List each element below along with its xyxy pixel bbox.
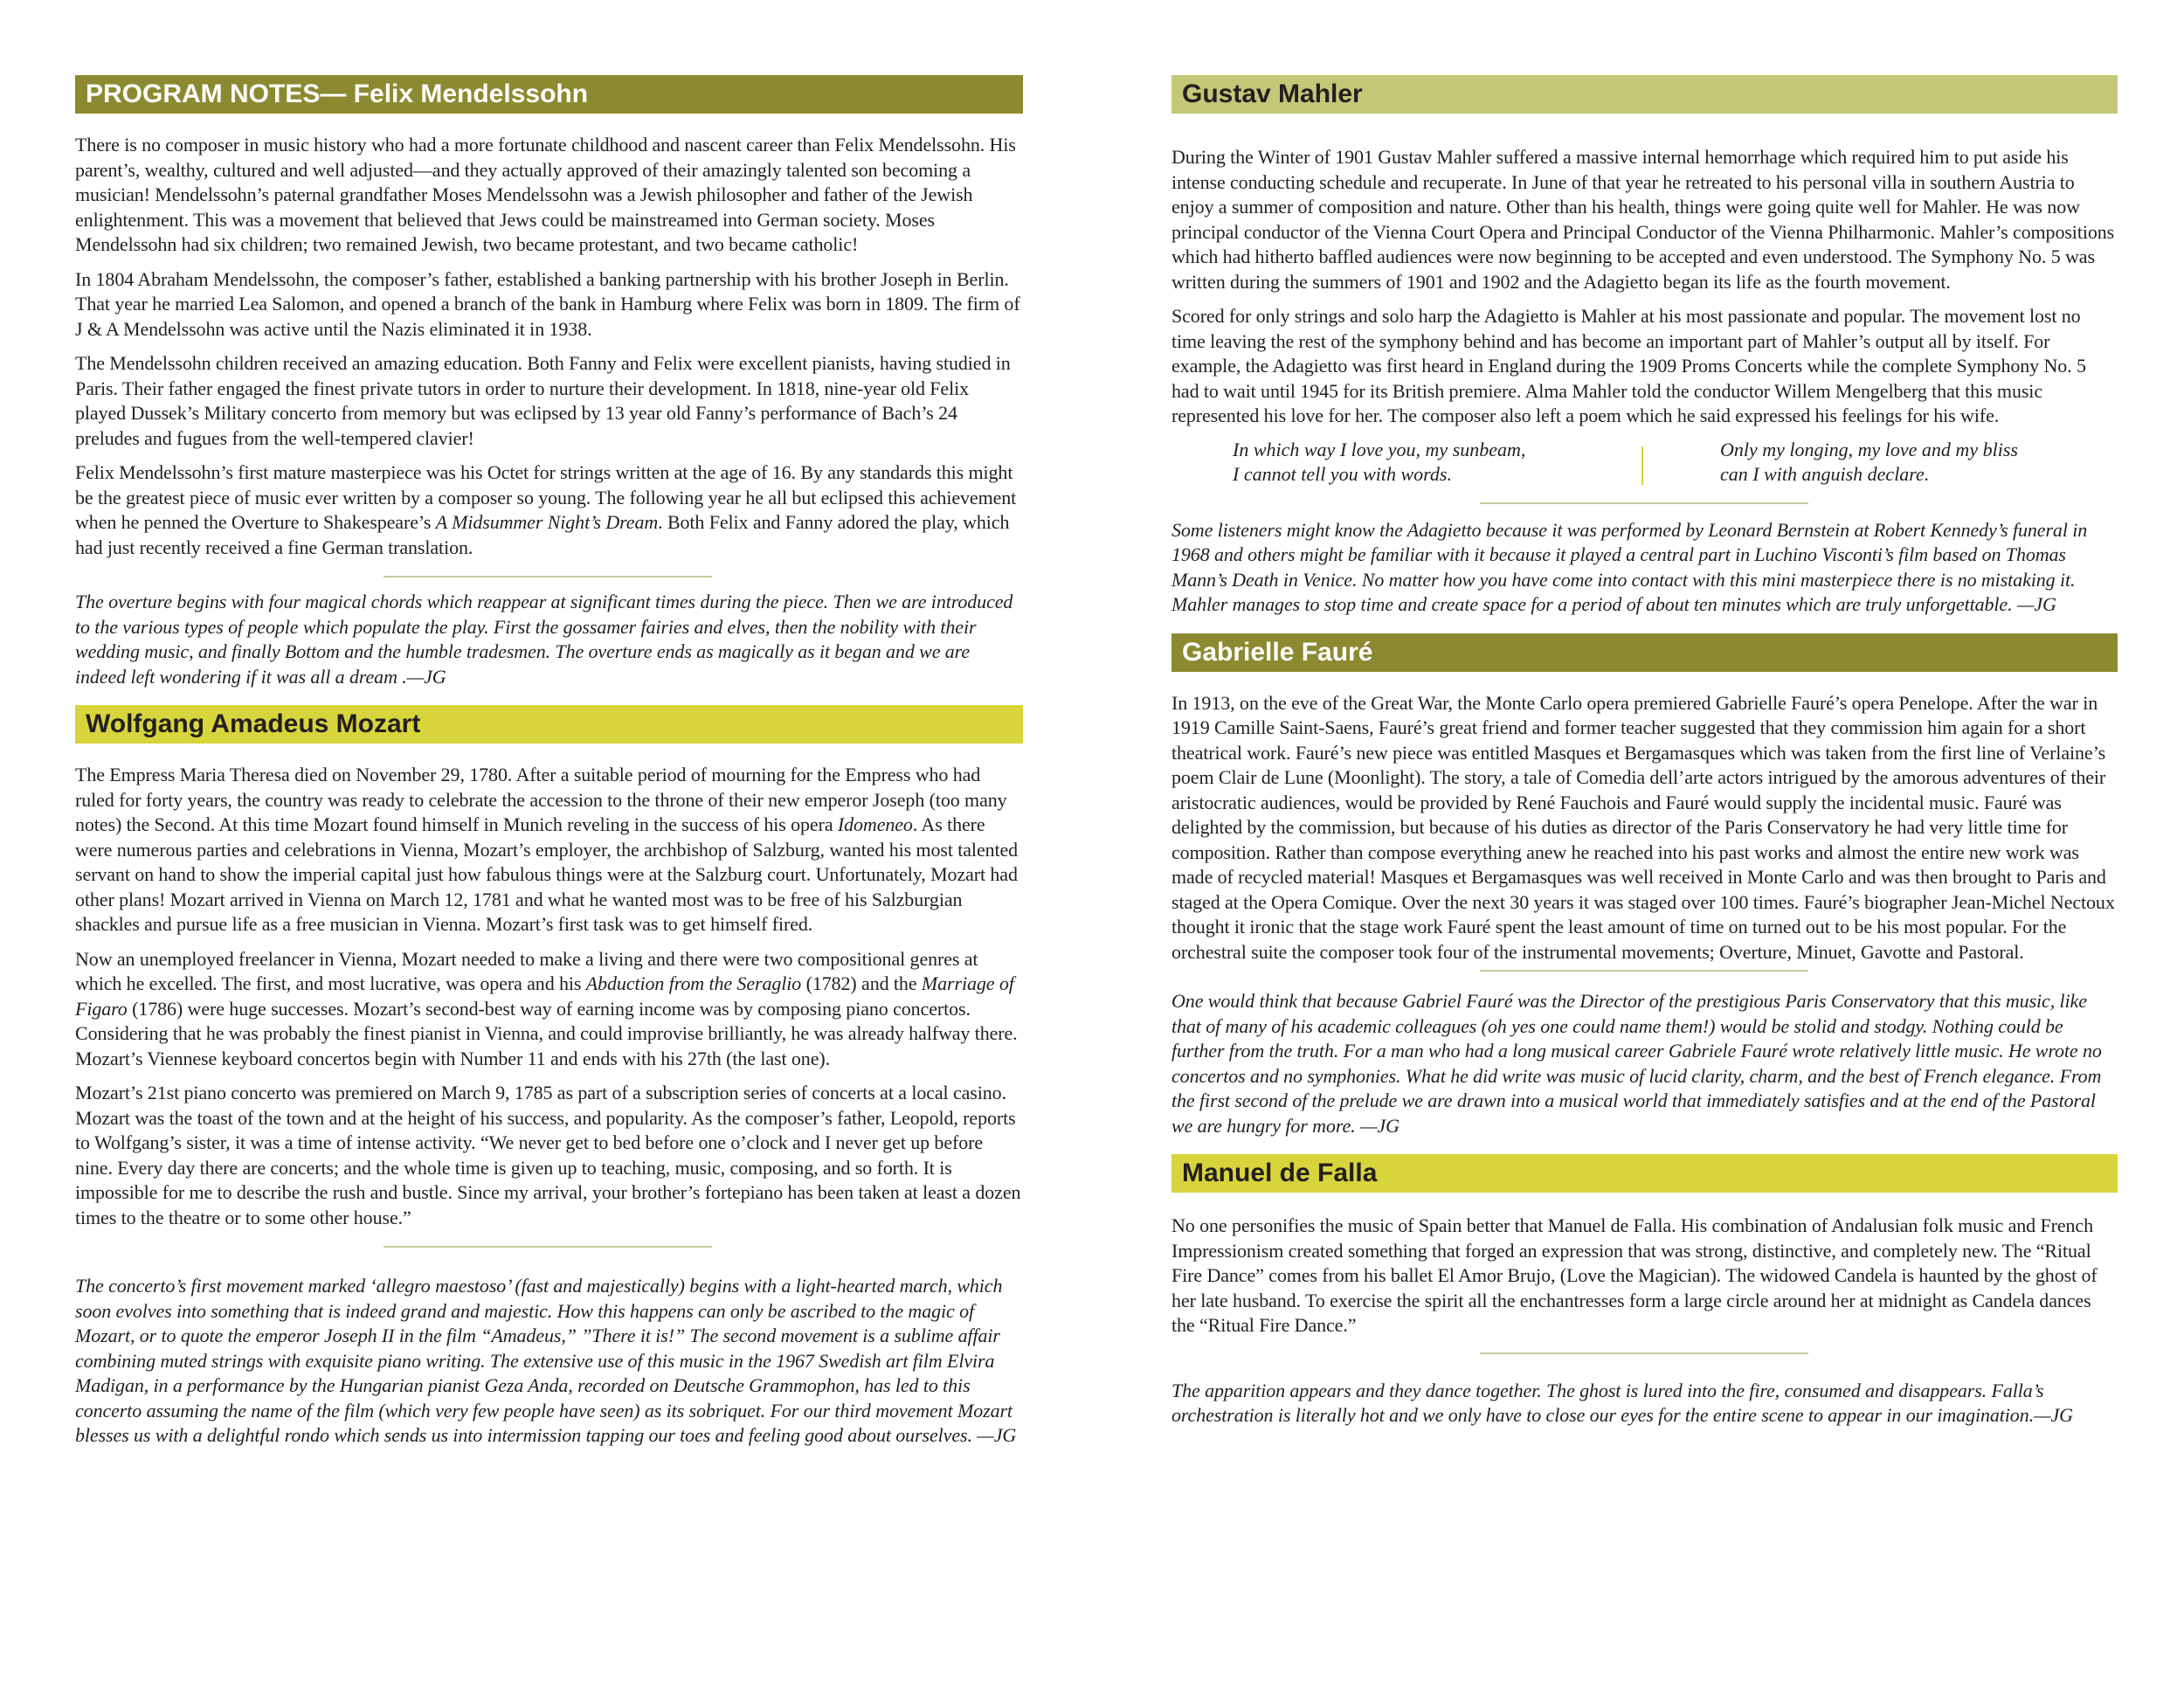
faure-paragraph-1: In 1913, on the eve of the Great War, the Monte Carlo opera premiered Gabrielle Fauré’s opera Penelope. After the war in 1919 Camille Saint-Saens, Fauré’s great friend and former teacher suggested that they commission him again for a short theatrical work. Fauré’s new piece was entitled Masques et Bergamasques which was taken from the first line of Verlaine’s poem Clair de Lune (Moonlight). The story, a tale of Comedia dell’arte actors intrigued by the amorous adventures of their aristocratic audiences, would be provided by René Fauchois and Fauré would supply the incidental music. Fauré was delighted by the commission, but because of his duties as director of the Paris Conservatory he had very little time for composition. Rather than compose everything anew he reached into his past works and almost the entire new work was made of recycled material! Masques et Bergamasques was well received in Monte Carlo and was then brought to Paris and staged at the Opera Comique. Over the next 30 years it was staged over 100 times. Fauré’s biographer Jean-Michel Nectoux thought it ironic that the stage work Fauré spent the least amount of time on turned out to be his most popular. For the orchestral suite the composer took four of the instrumental movements; Overture, Minuet, Gavotte and Pastoral. bbox=[1171, 691, 2115, 963]
mendelssohn-paragraph-2: In 1804 Abraham Mendelssohn, the composer’s father, established a banking partnership with his brother Joseph in Berlin. That year he married Lea Salomon, and opened a branch of the bank in Hamburg where Felix was born in 1809. The firm of J & A Mendelssohn was active until the Nazis eliminated it in 1938. bbox=[75, 267, 1020, 340]
mozart-paragraph-2: Now an unemployed freelancer in Vienna, Mozart needed to make a living and there were two compositional genres at which he excelled. The first, and most lucrative, was opera and his Abduction from the Seraglio (1782) and the Marriage of Figaro (1786) were huge successes. Mozart’s second-best way of earning income was by composing piano concertos. Considering that he was probably the finest pianist in Vienna, and could improvise brilliantly, he was already halfway there. Mozart’s Viennese keyboard concertos begin with Number 11 and ends with his 27th (the last one). bbox=[75, 947, 1018, 1069]
midsummer-title: A Midsummer Night’s Dream bbox=[435, 511, 659, 533]
mozart-divider bbox=[384, 1246, 712, 1248]
mahler-poem bbox=[1171, 438, 2118, 492]
right-column bbox=[1171, 0, 2118, 1429]
mendelssohn-paragraph-4: Felix Mendelssohn’s first mature masterpiece was his Octet for strings written at the age of 16. By any standards this might be the greatest piece of music ever written by a composer so young. The following year he all but eclipsed this achievement when he penned the Overture to Shakespeare’s A Midsummer Night’s Dream. Both Felix and Fanny adored the play, which had just recently received a fine German translation. bbox=[75, 461, 1017, 558]
mozart-paragraph-1: The Empress Maria Theresa died on November 29, 1780. After a suitable period of mourning for the Empress who had ruled for forty years, the country was ready to celebrate the accession to the throne of their new emperor Joseph (too many notes) the Second. At this time Mozart found himself in Munich reveling in the success of his opera Idomeneo. As there were numerous parties and celebrations in Vienna, Mozart’s employer, the archbishop of Salzburg, wanted his most talented servant on hand to show the imperial capital just how fabulous things were at the Salzburg court. Unfortunately, Mozart had other plans! Mozart arrived in Vienna on March 12, 1781 and what he wanted most was to be free of his Salzburgian shackles and pursue life as a free musician in Vienna. Mozart’s first task was to get himself fired. bbox=[75, 764, 1019, 935]
mahler-heading: Gustav Mahler bbox=[1171, 75, 2118, 114]
mendelssohn-divider bbox=[384, 576, 712, 578]
mozart-note: The concerto’s first movement marked ‘allegro maestoso’ (fast and majestically) begins with a light-hearted march, which soon evolves into something that is indeed grand and majestic. How this happens can only be ascribed to the magic of Mozart, or to quote the emperor Joseph II in the film “Amadeus,” ”There it is!” The second movement is a sublime affair combining muted strings with exquisite piano writing. The extensive use of this music in the 1967 Swedish art film Elvira Madigan, in a performance by the Hungarian pianist Geza Anda, recorded on Deutsche Grammophon, has led to this concerto assuming the name of the film (which very few people have seen) as its sobriquet. For our third movement Mozart blesses us with a delightful rondo which sends us into intermission tapping our toes and feeling good about ourselves. —JG bbox=[75, 1275, 1017, 1446]
figaro-title: Marriage of Figaro bbox=[75, 972, 1014, 1020]
mozart-paragraph-3: Mozart’s 21st piano concerto was premiered on March 9, 1785 as part of a subscription series of concerts at a local casino. Mozart was the toast of the town and at the height of his success, and popularity. As the composer’s father, Leopold, reports to Wolfgang’s sister, it was a time of intense activity. “We never get to bed before one o’clock and I never get up before nine. Every day there are concerts; and the whole time is given up to teaching, music, composing, and so forth. It is impossible for me to describe the rush and bustle. Since my arrival, your brother’s fortepiano has been taken at least a dozen times to the theatre or to some other house.” bbox=[75, 1082, 1021, 1228]
mendelssohn-note: The overture begins with four magical chords which reappear at significant times during the piece. Then we are introduced to the various types of people which populate the play. First the gossamer fairies and elves, then the nobility with their wedding music, and finally Bottom and the humble tradesmen. The overture ends as magically as it began and we are indeed left wondering if it was all a dream .—JG bbox=[75, 591, 1013, 688]
mendelssohn-paragraph-1: There is no composer in music history who had a more fortunate childhood and nascent career than Felix Mendelssohn. His parent’s, wealthy, cultured and well adjusted—and they actually approved of their amazingly talented son becoming a musician! Mendelssohn’s paternal grandfather Moses Mendelssohn was a Jewish philosopher and father of the Jewish enlightenment. This was a movement that believed that Jews could be mainstreamed into German society. Moses Mendelssohn had six children; two remained Jewish, two became protestant, and two became catholic! bbox=[75, 134, 1016, 255]
mahler-divider bbox=[1480, 502, 1808, 504]
falla-note: The apparition appears and they dance together. The ghost is lured into the fire, consumed and disappears. Falla’s orchestration is literally hot and we only have to close our eyes for the entire scene to appear in our imagination.—JG bbox=[1171, 1379, 2073, 1426]
faure-note: One would think that because Gabriel Fauré was the Director of the prestigious Paris Conservatory that this music, like that of many of his academic colleagues (oh yes one could name them!) would be stolid and stodgy. Nothing could be further from the truth. For a man who had a long musical career Gabriele Fauré wrote relatively little music. He wrote no concertos and no symphonies. What he did write was music of lucid clarity, charm, and the best of French elegance. From the first second of the prelude we are drawn into a musical world that immediately satisfies and at the end of the Pastoral we are hungry for more. —JG bbox=[1171, 990, 2102, 1137]
mendelssohn-heading: PROGRAM NOTES— Felix Mendelssohn bbox=[75, 75, 1023, 114]
poem-stanza-left: In which way I love you, my sunbeam, I cannot tell you with words. bbox=[1233, 438, 1526, 485]
mahler-paragraph-2: Scored for only strings and solo harp the Adagietto is Mahler at his most passionate and popular. The movement lost no time leaving the rest of the symphony behind and has become an important part of Mahler’s output all by itself. For example, the Adagietto was first heard in England during the 1909 Proms Concerts while the complete Symphony No. 5 had to wait until 1945 for its British premiere. Alma Mahler told the conductor Willem Mengelberg that this music represented his love for her. The composer also left a poem which he said expressed his feelings for his wife. bbox=[1171, 305, 2086, 426]
abduction-title: Abduction from the Seraglio bbox=[585, 972, 802, 994]
poem-separator bbox=[1641, 446, 1643, 485]
left-column bbox=[75, 0, 1023, 1449]
idomeneo-title: Idomeneo bbox=[837, 813, 913, 835]
mahler-paragraph-1: During the Winter of 1901 Gustav Mahler suffered a massive internal hemorrhage which required him to put aside his intense conducting schedule and recuperate. In June of that year he retreated to his personal villa in southern Austria to enjoy a summer of composition and nature. Other than his health, things were going quite well for Mahler. He was now principal conductor of the Vienna Court Opera and Principal Conductor of the Vienna Philharmonic. Mahler’s compositions which had hitherto baffled audiences were now beginning to be accepted and even understood. The Symphony No. 5 was written during the summers of 1901 and 1902 and the Adagietto began its life as the fourth movement. bbox=[1171, 146, 2115, 293]
mendelssohn-paragraph-3: The Mendelssohn children received an amazing education. Both Fanny and Felix were excellent pianists, having studied in Paris. Their father engaged the finest private tutors in order to nurture their development. In 1818, nine-year old Felix played Dussek’s Military concerto from memory but was eclipsed by 13 year old Fanny’s performance of Bach’s 24 preludes and fugues from the well-tempered clavier! bbox=[75, 352, 1011, 449]
mozart-heading: Wolfgang Amadeus Mozart bbox=[75, 705, 1023, 744]
mahler-note: Some listeners might know the Adagietto because it was performed by Leonard Bernstein at Robert Kennedy’s funeral in 1968 and others might be familiar with it because it played a central part in Luchino Visconti’s film based on Thomas Mann’s Death in Venice. No matter how you have come into contact with this mini masterpiece there is no mistaking it. Mahler manages to stop time and create space for a period of about ten minutes which are truly unforgettable. —JG bbox=[1171, 518, 2088, 615]
poem-stanza-right: Only my longing, my love and my bliss can I with anguish declare. bbox=[1720, 438, 2018, 485]
faure-heading: Gabrielle Fauré bbox=[1171, 633, 2118, 672]
falla-heading: Manuel de Falla bbox=[1171, 1154, 2118, 1193]
falla-paragraph-1: No one personifies the music of Spain better that Manuel de Falla. His combination of Andalusian folk music and French Impressionism created something that forged an expression that was strong, distinctive, and completely new. The “Ritual Fire Dance” comes from his ballet El Amor Brujo, (Love the Magician). The widowed Candela is haunted by the ghost of her late husband. To exercise the spirit all the enchantresses form a large circle around her at midnight as Candela dances the “Ritual Fire Dance.” bbox=[1171, 1214, 2098, 1336]
faure-divider bbox=[1480, 970, 1808, 972]
falla-divider bbox=[1480, 1352, 1808, 1354]
